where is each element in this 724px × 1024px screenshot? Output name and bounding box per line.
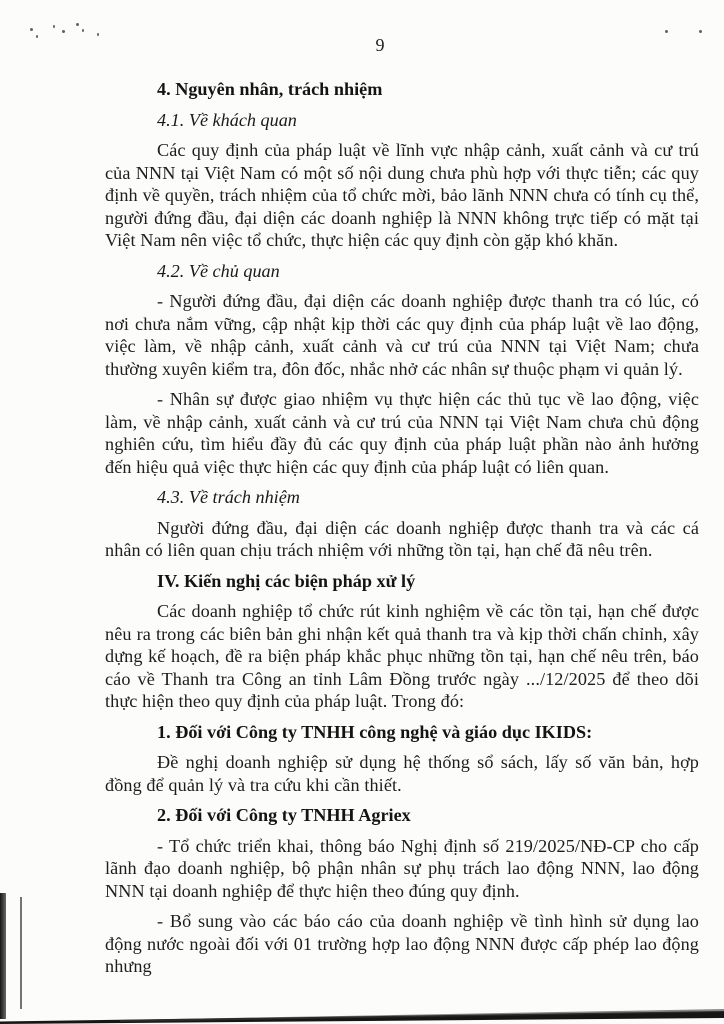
scan-speckle xyxy=(53,25,55,28)
paragraph: Đề nghị doanh nghiệp sử dụng hệ thống sổ sách, lấy số văn bản, hợp đồng để quản lý và tra cứu khi cần thiết. xyxy=(105,752,699,795)
subsection-heading-4-1: 4.1. Về khách quan xyxy=(157,109,297,130)
scan-speckle xyxy=(76,23,79,26)
scan-speckle xyxy=(665,30,668,33)
paragraph: - Tổ chức triển khai, thông báo Nghị định số 219/2025/NĐ-CP cho cấp lãnh đạo doanh nghiệp, bộ phận nhân sự phụ trách lao động NNN, lao động NNN tại doanh nghiệp để thực hiện theo đúng quy định. xyxy=(105,835,699,901)
scan-edge-band xyxy=(0,893,6,1019)
subsection-heading-4-2: 4.2. Về chủ quan xyxy=(157,260,280,281)
scan-speckle xyxy=(62,30,65,33)
company-heading-ikids: 1. Đối với Công ty TNHH công nghệ và giáo dục IKIDS: xyxy=(157,721,593,742)
subsection-heading-4-3: 4.3. Về trách nhiệm xyxy=(157,487,300,507)
scan-speckle xyxy=(699,30,702,33)
paragraph: Người đứng đầu, đại diện các doanh nghiệp được thanh tra và các cá nhân có liên quan chịu trách nhiệm với những tồn tại, hạn chế đã nêu trên. xyxy=(105,517,699,560)
page-number: 9 xyxy=(375,35,385,55)
paragraph: Các doanh nghiệp tổ chức rút kinh nghiệm về các tồn tại, hạn chế được nêu ra trong các biên bản ghi nhận kết quả thanh tra và kịp thời chấn chỉnh, xây dựng kế hoạch, đề ra biện pháp khắc phục những tồn tại, hạn chế nêu trên, báo cáo về Thanh tra Công an tỉnh Lâm Đồng trước ngày .../12/2025 để theo dõi thực hiện theo quy định của pháp luật. Trong đó: xyxy=(105,601,699,711)
paragraph: - Nhân sự được giao nhiệm vụ thực hiện các thủ tục về lao động, việc làm, về nhập cảnh, xuất cảnh và cư trú của NNN tại Việt Nam chưa chủ động nghiên cứu, tìm hiểu đầy đủ các quy định của pháp luật phần nào ảnh hưởng đến hiệu quả việc thực hiện các quy định của pháp luật có liên quan. xyxy=(105,389,699,477)
scan-speckle xyxy=(36,35,38,38)
scan-speckle xyxy=(82,29,84,32)
company-heading-agriex: 2. Đối với Công ty TNHH Agriex xyxy=(157,805,411,825)
paragraph: - Người đứng đầu, đại diện các doanh nghiệp được thanh tra có lúc, có nơi chưa nắm vững, cập nhật kịp thời các quy định của pháp luật về lao động, việc làm, về nhập cảnh, xuất cảnh và cư trú của NNN tại Việt Nam; chưa thường xuyên kiểm tra, đôn đốc, nhắc nhở các nhân sự thuộc phạm vi quản lý. xyxy=(105,291,699,379)
paragraph: Các quy định của pháp luật về lĩnh vực nhập cảnh, xuất cảnh và cư trú của NNN tại Việt Nam có một số nội dung chưa phù hợp với thực tiễn; các quy định về quyền, trách nhiệm của tổ chức mời, bảo lãnh NNN chưa có tính cụ thể, người đứng đầu, đại diện các doanh nghiệp là NNN không trực tiếp có mặt tại Việt Nam nên việc tổ chức, thực hiện các quy định còn gặp khó khăn. xyxy=(105,140,699,250)
scan-bottom-line xyxy=(0,1008,724,1024)
scan-fold-line xyxy=(20,897,22,1009)
section-heading-4: 4. Nguyên nhân, trách nhiệm xyxy=(157,79,383,99)
section-heading-iv: IV. Kiến nghị các biện pháp xử lý xyxy=(157,570,416,591)
scan-speckle xyxy=(30,28,33,31)
page-content xyxy=(105,34,699,986)
scan-speckle xyxy=(97,33,99,36)
paragraph-continued: - Bổ sung vào các báo cáo của doanh nghiệp về tình hình sử dụng lao động nước ngoài đối với 01 trường hợp lao động NNN được cấp phép lao động nhưng xyxy=(105,911,699,976)
